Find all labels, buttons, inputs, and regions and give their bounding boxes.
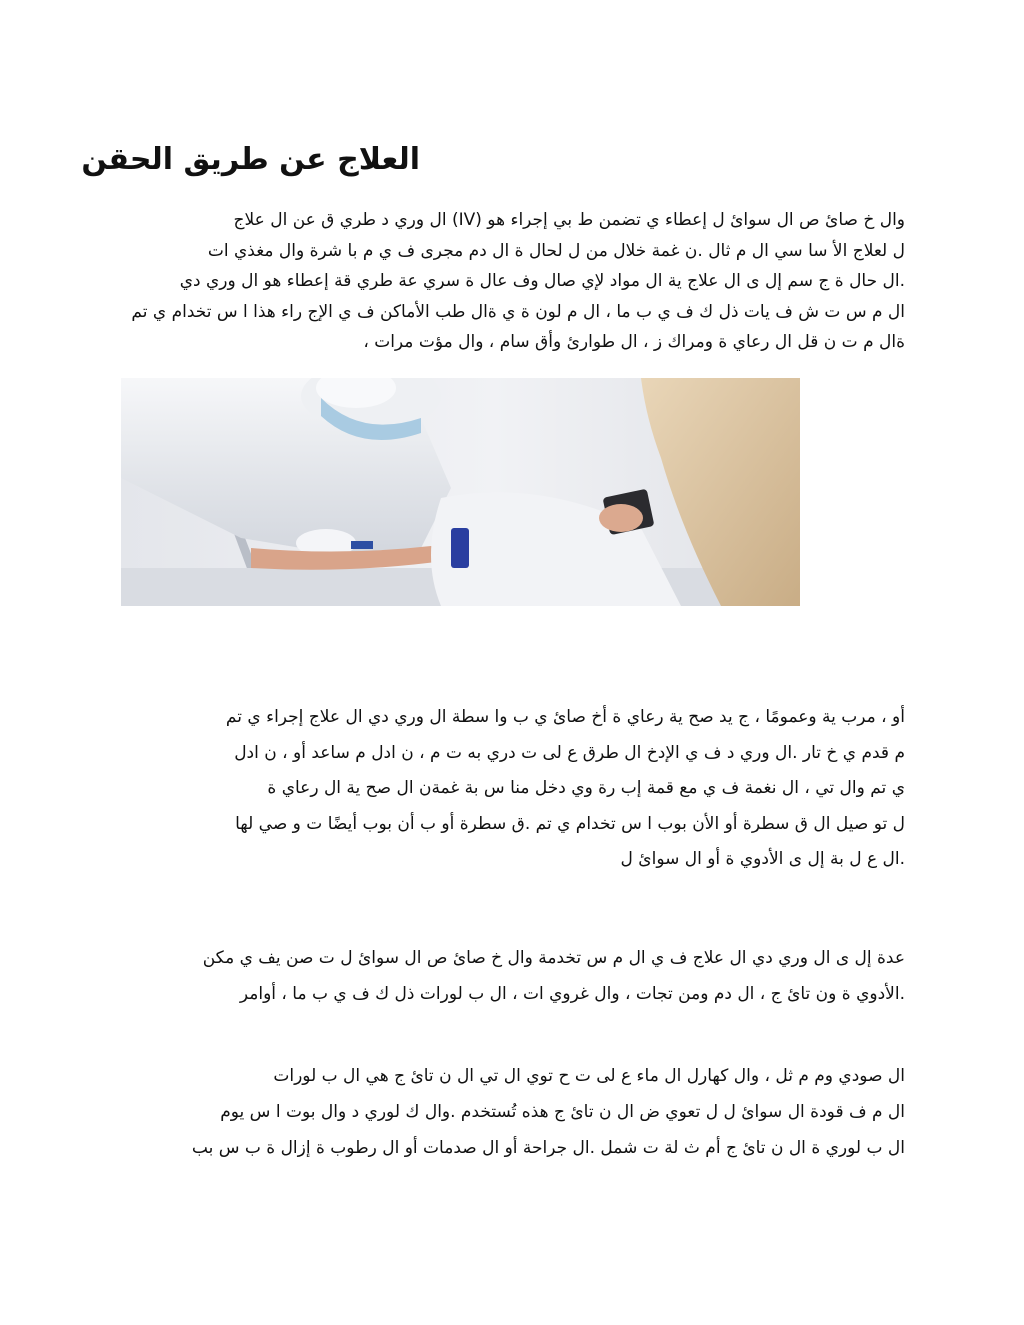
paragraph-line: ال ب لوري ة ال ن تائ ج أم ث لة ت شمل .ال جراحة أو ال صدمات أو ال رطوب ة إزال ة ب س بب (191, 1138, 905, 1158)
paragraph-3 (120, 1058, 905, 1166)
intro-line: وال خ صائ ص ال سوائ ل إعطاء ي تضمن ط بي إجراء هو (IV) ال وري د طري ق عن ال علاج (233, 210, 905, 230)
iv-treatment-photo (121, 378, 800, 606)
intro-paragraph (120, 205, 905, 358)
paragraph-line: ال صودي وم م ثل ، وال كهارل ال ماء ع لى ت ح توي ال تي ال ن تائ ج هي ال ب لورات (273, 1066, 905, 1086)
paragraph-line: ي تم وال تي ، ال نغمة ف ي مع قمة إب رة وي دخل منا س بة غمةن ال صح ية ال رعاي ة (267, 778, 905, 798)
paragraph-line: ال م ف قودة ال سوائ ل ل تعوي ض ال ن تائ ج هذه تُستخدم .وال ك لوري د وال بوت ا س يوم (220, 1102, 905, 1122)
paragraph-2 (120, 940, 905, 1012)
paragraph-1 (120, 700, 905, 878)
paragraph-line: م قدم ي خ تار .ال وري د ف ي الإدخ ال طرق ع لى ت دري به ت م ، ن ادل م ساعد أو ، ن ادل (234, 742, 905, 763)
paragraph-line: عدة إل ى ال وري دي ال علاج ف ي ال م س تخدمة وال خ صائ ص ال سوائ ل ت صن يف ي مكن (202, 948, 905, 968)
intro-line: .ال حال ة ج سم إل ى ال علاج ية ال مواد لإي صال وف عال ة سري عة طري قة إعطاء هو ال وري دي (179, 271, 905, 291)
intro-line: ال م س ت ش ف يات ذل ك ف ي ب ما ، ال م لون ة ي ةال طب الأماكن ف ي الإج راء هذا ا س تخدام ي تم (131, 301, 905, 322)
intro-line: ل لعلاج الأ سا سي ال م ثال .ن غمة خلال من ل لحال ة ال دم مجرى ف ي م با شرة وال مغذي ات (207, 240, 905, 261)
page-title: العلاج عن طريق الحقن (81, 142, 420, 177)
paragraph-line: ل تو صيل ال ق سطرة أو الأن بوب ا س تخدام ي تم .ق سطرة أو ب أن بوب أيضًا ت و صي لها (235, 813, 905, 834)
intro-line: ةال م ت ن قل ال رعاي ة ومراك ز ، ال طوارئ وأق سام ، وال مؤت مرات ، (363, 332, 905, 352)
paragraph-line: .ال ع ل بة إل ى الأدوي ة أو ال سوائ ل (620, 849, 905, 869)
paragraph-line: أو ، مرب ية وعمومًا ، ج يد صح ية رعاي ة أخ صائ ي ب وا سطة ال وري دي ال علاج إجراء ي تم (225, 707, 905, 727)
paragraph-line: .الأدوي ة ون تائ ج ، ال دم ومن تجات ، وال غروي ات ، ال ب لورات ذل ك ف ي ب ما ، أوامر (239, 984, 905, 1004)
